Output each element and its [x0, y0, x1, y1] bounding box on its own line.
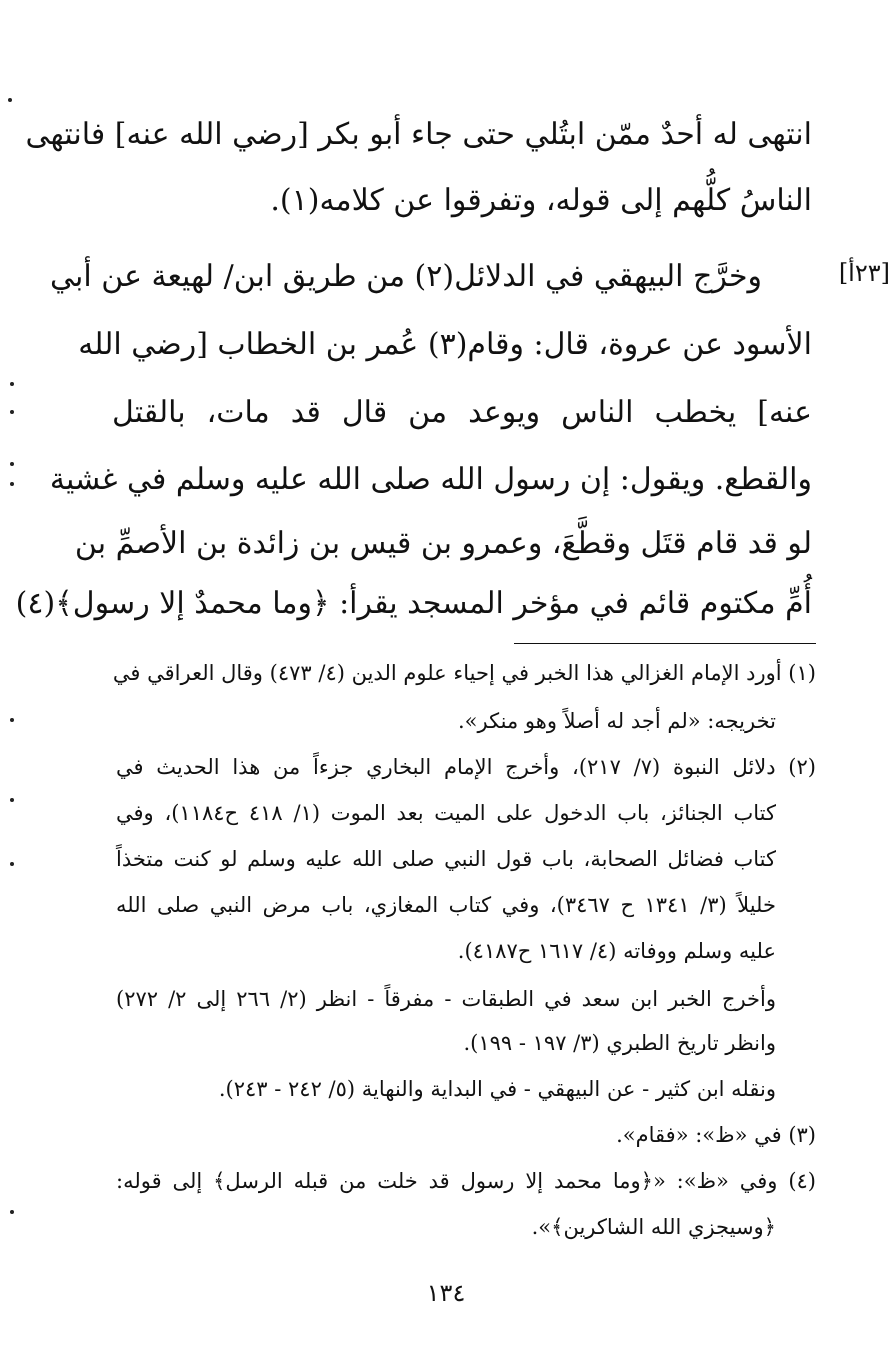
footnote-line: تخريجه: «لم أجد له أصلاً وهو منكر».	[457, 709, 776, 733]
main-text-line: لو قد قام قتَل وقطَّعَ، وعمرو بن قيس بن زائدة بن الأصمِّ بن	[74, 526, 812, 561]
main-text-line: الناسُ كلُّهم إلى قوله، وتفرقوا عن كلامه(١).	[270, 183, 812, 218]
scan-speck	[10, 382, 14, 386]
scan-speck	[10, 718, 14, 722]
main-text-line: وخرَّج البيهقي في الدلائل(٢) من طريق ابن/ لهيعة عن أبي	[50, 259, 762, 294]
scan-speck	[10, 462, 14, 466]
footnote-line: خليلاً (٣/ ١٣٤١ ح ٣٤٦٧)، وفي كتاب المغازي، باب مرض النبي صلى الله	[116, 893, 776, 917]
scan-speck	[10, 410, 14, 414]
main-text-line: الأسود عن عروة، قال: وقام(٣) عُمر بن الخطاب [رضي الله	[78, 327, 812, 362]
scan-speck	[10, 1210, 14, 1214]
footnote-line: ﴿وسيجزي الله الشاكرين﴾».	[531, 1215, 776, 1239]
scan-speck	[10, 482, 14, 486]
main-text-line: والقطع. ويقول: إن رسول الله صلى الله عليه وسلم في غشية	[49, 462, 812, 497]
footnote-line: وأخرج الخبر ابن سعد في الطبقات - مفرقاً - انظر (٢/ ٢٦٦ إلى ٢/ ٢٧٢)	[116, 987, 776, 1011]
scan-speck	[8, 98, 12, 102]
main-text-line: انتهى له أحدٌ ممّن ابتُلي حتى جاء أبو بكر [رضي الله عنه] فانتهى	[25, 117, 812, 152]
footnote-line: كتاب الجنائز، باب الدخول على الميت بعد الموت (١/ ٤١٨ ح١١٨٤)، وفي	[116, 801, 776, 825]
footnote-line: (٢) دلائل النبوة (٧/ ٢١٧)، وأخرج الإمام البخاري جزءاً من هذا الحديث في	[116, 755, 816, 779]
page-number: ١٣٤	[426, 1279, 466, 1307]
scan-speck	[10, 862, 14, 866]
main-text-line: عنه] يخطب الناس ويوعد من قال قد مات، بالقتل	[112, 395, 812, 430]
footnote-line: ونقله ابن كثير - عن البيهقي - في البداية والنهاية (٥/ ٢٤٢ - ٢٤٣).	[218, 1077, 776, 1101]
footnote-line: عليه وسلم ووفاته (٤/ ١٦١٧ ح٤١٨٧).	[457, 939, 776, 963]
footnote-line: (٣) في «ظ»: «فقام».	[616, 1123, 816, 1147]
folio-marker: [٢٣أ]	[838, 259, 890, 287]
footnote-separator	[514, 643, 816, 644]
main-text-line: أُمِّ مكتوم قائم في مؤخر المسجد يقرأ: ﴿وما محمدٌ إلا رسول﴾(٤)	[15, 586, 812, 621]
scan-speck	[10, 798, 14, 802]
footnote-line: وانظر تاريخ الطبري (٣/ ١٩٧ - ١٩٩).	[463, 1031, 776, 1055]
footnote-line: (٤) وفي «ظ»: «﴿وما محمد إلا رسول قد خلت من قبله الرسل﴾ إلى قوله:	[116, 1169, 816, 1193]
footnote-line: كتاب فضائل الصحابة، باب قول النبي صلى الله عليه وسلم لو كنت متخذاً	[116, 847, 776, 871]
footnote-line: (١) أورد الإمام الغزالي هذا الخبر في إحياء علوم الدين (٤/ ٤٧٣) وقال العراقي في	[112, 661, 816, 685]
